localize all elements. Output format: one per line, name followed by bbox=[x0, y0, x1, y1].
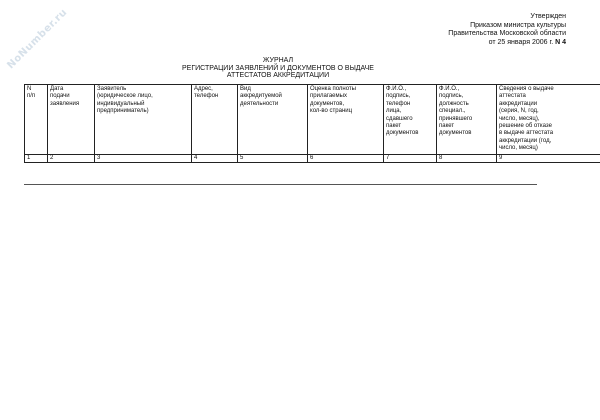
column-number: 6 bbox=[308, 154, 384, 162]
approval-number: N 4 bbox=[555, 38, 566, 46]
header-line: деятельности bbox=[240, 100, 279, 107]
watermark: NoNumber.ru bbox=[5, 6, 70, 72]
header-line: Сведения о выдаче bbox=[499, 86, 554, 92]
header-cell bbox=[238, 85, 308, 155]
header-line: Ф.И.О., bbox=[439, 86, 460, 92]
header-line: телефон bbox=[386, 100, 411, 107]
header-line: (серия, N, год, bbox=[499, 108, 539, 115]
journal-table bbox=[24, 84, 600, 163]
column-number: 5 bbox=[238, 154, 308, 162]
column-number: 9 bbox=[497, 154, 600, 162]
header-line: кол-во страниц bbox=[310, 108, 353, 115]
header-line: специал., bbox=[439, 108, 466, 115]
header-line: Дата bbox=[50, 86, 64, 92]
header-line: аккредитации bbox=[499, 100, 538, 107]
header-line: N bbox=[27, 86, 32, 92]
header-line: прилагаемых bbox=[310, 93, 347, 100]
header-cell bbox=[95, 85, 192, 155]
header-line: должность bbox=[439, 100, 469, 107]
column-number: 4 bbox=[192, 154, 238, 162]
header-line: Ф.И.О., bbox=[386, 86, 407, 92]
approval-line: Утвержден bbox=[530, 13, 566, 20]
header-cell bbox=[437, 85, 497, 155]
title-line: АТТЕСТАТОВ АККРЕДИТАЦИИ bbox=[226, 72, 330, 80]
header-line: предприниматель) bbox=[97, 108, 149, 115]
header-line: документов bbox=[386, 130, 419, 137]
approval-block bbox=[448, 13, 566, 47]
header-line: подпись, bbox=[386, 93, 411, 100]
journal-title bbox=[178, 57, 378, 80]
approval-date-line bbox=[448, 39, 566, 48]
header-line: аккредитации (год, bbox=[499, 137, 552, 144]
header-cell bbox=[384, 85, 437, 155]
header-line: пакет bbox=[439, 123, 455, 130]
header-cell bbox=[25, 85, 48, 155]
column-number: 2 bbox=[48, 154, 95, 162]
header-line: Заявитель bbox=[97, 86, 127, 92]
header-line: (юридическое лицо, bbox=[97, 93, 153, 100]
header-cell bbox=[497, 85, 600, 155]
column-number: 7 bbox=[384, 154, 437, 162]
header-line: в выдаче аттестата bbox=[499, 130, 554, 137]
approval-line: Правительства Московской области bbox=[448, 30, 566, 37]
header-line: лица, bbox=[386, 108, 402, 115]
header-line: сдавшего bbox=[386, 115, 413, 122]
column-number: 8 bbox=[437, 154, 497, 162]
header-line: подачи bbox=[50, 93, 70, 100]
header-line: телефон bbox=[194, 93, 219, 100]
header-line: число, месяц) bbox=[499, 145, 538, 152]
header-cell bbox=[48, 85, 95, 155]
header-cell bbox=[192, 85, 238, 155]
header-cell bbox=[308, 85, 384, 155]
header-row bbox=[25, 85, 600, 155]
title-line: РЕГИСТРАЦИИ ЗАЯВЛЕНИЙ И ДОКУМЕНТОВ О ВЫДАЧЕ bbox=[182, 64, 374, 72]
header-line: документов bbox=[439, 130, 472, 137]
header-line: число, месяц), bbox=[499, 115, 540, 122]
header-line: аттестата bbox=[499, 93, 526, 100]
header-line: Оценка полноты bbox=[310, 86, 356, 92]
column-number: 1 bbox=[25, 154, 48, 162]
header-line: решение об отказе bbox=[499, 123, 552, 130]
header-line: документов, bbox=[310, 100, 345, 107]
header-line: Адрес, bbox=[194, 86, 213, 92]
header-line: индивидуальный bbox=[97, 100, 145, 107]
header-line: заявления bbox=[50, 100, 80, 107]
column-number-row bbox=[25, 154, 600, 162]
bottom-divider bbox=[24, 184, 537, 185]
header-line: Вид bbox=[240, 86, 251, 92]
header-line: подпись, bbox=[439, 93, 464, 100]
approval-line: Приказом министра культуры bbox=[470, 21, 566, 29]
title-line: ЖУРНАЛ bbox=[262, 57, 294, 64]
header-line: принявшего bbox=[439, 115, 473, 122]
header-line: пакет bbox=[386, 123, 402, 130]
column-number: 3 bbox=[95, 154, 192, 162]
header-line: аккредитуемой bbox=[240, 93, 282, 100]
approval-date: от 25 января 2006 г. bbox=[488, 38, 556, 46]
header-line: п/п bbox=[27, 93, 36, 100]
